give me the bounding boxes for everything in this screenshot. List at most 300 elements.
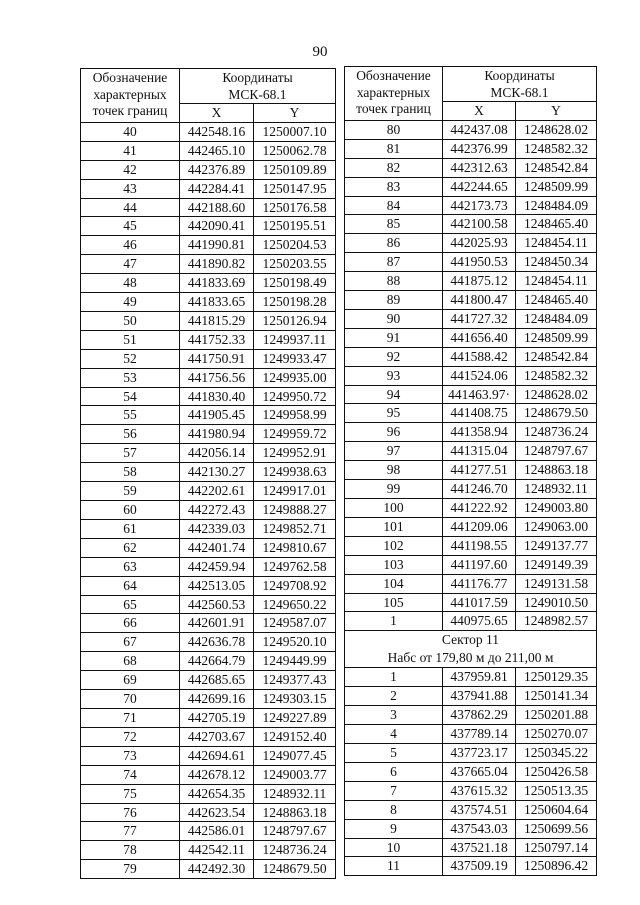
y-coordinate-cell: 1248863.18 [516,461,597,480]
table-row [81,141,336,160]
table-row [81,557,336,576]
x-coordinate-cell: 442542.11 [180,841,254,860]
table-row [81,368,336,387]
point-id-cell: 73 [81,746,180,765]
table-row [81,690,336,709]
table-row [81,236,336,255]
x-coordinate-cell: 442090.41 [180,217,254,236]
y-coordinate-cell: 1249063.00 [516,517,597,536]
x-coordinate-cell: 441656.40 [443,328,516,347]
y-coordinate-cell: 1250062.78 [254,141,336,160]
point-id-cell: 98 [345,461,443,480]
x-coordinate-cell: 441833.69 [180,274,254,293]
y-coordinate-cell: 1248679.50 [254,860,336,879]
table-row [81,406,336,425]
section-title-cell [345,631,597,668]
x-coordinate-cell: 437723.17 [443,743,516,762]
point-id-cell: 55 [81,406,180,425]
table-row [345,725,597,744]
point-id-cell: 40 [81,122,180,141]
point-id-cell: 63 [81,557,180,576]
y-coordinate-cell: 1249227.89 [254,708,336,727]
table-row [81,538,336,557]
y-coordinate-cell: 1250195.51 [254,217,336,236]
x-coordinate-cell: 442100.58 [443,215,516,234]
y-coordinate-cell: 1250345.22 [516,743,597,762]
point-id-cell: 91 [345,328,443,347]
y-coordinate-cell: 1249950.72 [254,387,336,406]
y-coordinate-cell: 1248797.67 [254,822,336,841]
y-coordinate-cell: 1249959.72 [254,425,336,444]
table-body-right-upper [345,120,597,630]
y-coordinate-cell: 1248736.24 [516,423,597,442]
point-id-cell: 11 [345,857,443,876]
point-id-cell: 6 [345,762,443,781]
table-row [345,423,597,442]
point-id-cell: 66 [81,614,180,633]
header-point-label: Обозначение характерных точек границ [345,67,443,121]
x-coordinate-cell: 441830.40 [180,387,254,406]
y-coordinate-cell: 1249152.40 [254,727,336,746]
y-coordinate-cell: 1250896.42 [516,857,597,876]
point-id-cell: 47 [81,255,180,274]
section-subtitle: Набс от 179,80 м до 211,00 м [387,650,554,666]
y-coordinate-cell: 1248454.11 [516,234,597,253]
table-row [345,480,597,499]
point-id-cell: 74 [81,765,180,784]
point-id-cell: 58 [81,463,180,482]
table-row [345,158,597,177]
table-row [345,762,597,781]
table-row [345,593,597,612]
point-id-cell: 65 [81,595,180,614]
table-row [81,576,336,595]
point-id-cell: 52 [81,349,180,368]
y-coordinate-cell: 1250203.55 [254,255,336,274]
header-x: X [180,104,254,123]
x-coordinate-cell: 441905.45 [180,406,254,425]
point-id-cell: 59 [81,482,180,501]
table-row [345,404,597,423]
y-coordinate-cell: 1249888.27 [254,501,336,520]
table-row [81,425,336,444]
x-coordinate-cell: 441524.06 [443,366,516,385]
y-coordinate-cell: 1250699.56 [516,819,597,838]
table-row [345,366,597,385]
y-coordinate-cell: 1248797.67 [516,442,597,461]
x-coordinate-cell: 437574.51 [443,800,516,819]
y-coordinate-cell: 1248509.99 [516,177,597,196]
table-row [81,330,336,349]
table-row [81,595,336,614]
x-coordinate-cell: 442272.43 [180,501,254,520]
table-row [345,272,597,291]
x-coordinate-cell: 442339.03 [180,519,254,538]
page-number: 90 [312,44,328,60]
point-id-cell: 86 [345,234,443,253]
x-coordinate-cell: 442513.05 [180,576,254,595]
table-row [81,179,336,198]
table-row [345,309,597,328]
y-coordinate-cell: 1248932.11 [516,480,597,499]
point-id-cell: 102 [345,536,443,555]
table-row [345,781,597,800]
point-id-cell: 94 [345,385,443,404]
table-row [345,743,597,762]
x-coordinate-cell: 441408.75 [443,404,516,423]
y-coordinate-cell: 1248542.84 [516,347,597,366]
x-coordinate-cell: 442284.41 [180,179,254,198]
point-id-cell: 1 [345,612,443,631]
y-coordinate-cell: 1249303.15 [254,690,336,709]
y-coordinate-cell: 1248454.11 [516,272,597,291]
y-coordinate-cell: 1249650.22 [254,595,336,614]
header-y: Y [516,102,597,121]
table-row [345,838,597,857]
table-row [81,122,336,141]
table-body-right-lower [345,668,597,876]
table-row [345,517,597,536]
point-id-cell: 61 [81,519,180,538]
table-row [345,177,597,196]
y-coordinate-cell: 1250270.07 [516,725,597,744]
y-coordinate-cell: 1248982.57 [516,612,597,631]
y-coordinate-cell: 1248736.24 [254,841,336,860]
table-row [81,349,336,368]
table-row [345,555,597,574]
x-coordinate-cell: 441875.12 [443,272,516,291]
point-id-cell: 68 [81,652,180,671]
table-row [345,499,597,518]
y-coordinate-cell: 1248863.18 [254,803,336,822]
y-coordinate-cell: 1249137.77 [516,536,597,555]
point-id-cell: 56 [81,425,180,444]
x-coordinate-cell: 442376.99 [443,139,516,158]
table-row [345,215,597,234]
point-id-cell: 96 [345,423,443,442]
y-coordinate-cell: 1248450.34 [516,253,597,272]
point-id-cell: 49 [81,293,180,312]
x-coordinate-cell: 441980.94 [180,425,254,444]
x-coordinate-cell: 442437.08 [443,120,516,139]
point-id-cell: 90 [345,309,443,328]
y-coordinate-cell: 1249952.91 [254,444,336,463]
y-coordinate-cell: 1250141.34 [516,687,597,706]
point-id-cell: 48 [81,274,180,293]
x-coordinate-cell: 442623.54 [180,803,254,822]
point-id-cell: 83 [345,177,443,196]
x-coordinate-cell: 441358.94 [443,423,516,442]
x-coordinate-cell: 442705.19 [180,708,254,727]
y-coordinate-cell: 1250126.94 [254,311,336,330]
table-row [345,442,597,461]
x-coordinate-cell: 442601.91 [180,614,254,633]
y-coordinate-cell: 1248628.02 [516,385,597,404]
point-id-cell: 10 [345,838,443,857]
y-coordinate-cell: 1249587.07 [254,614,336,633]
y-coordinate-cell: 1248509.99 [516,328,597,347]
x-coordinate-cell: 441990.81 [180,236,254,255]
point-id-cell: 67 [81,633,180,652]
x-coordinate-cell: 441752.33 [180,330,254,349]
y-coordinate-cell: 1249149.39 [516,555,597,574]
x-coordinate-cell: 441017.59 [443,593,516,612]
y-coordinate-cell: 1249917.01 [254,482,336,501]
point-id-cell: 72 [81,727,180,746]
y-coordinate-cell: 1249958.99 [254,406,336,425]
x-coordinate-cell: 441463.97· [443,385,516,404]
table-row [81,822,336,841]
y-coordinate-cell: 1249935.00 [254,368,336,387]
point-id-cell: 4 [345,725,443,744]
x-coordinate-cell: 442025.93 [443,234,516,253]
table-row [81,652,336,671]
table-row [345,706,597,725]
table-row [81,784,336,803]
point-id-cell: 8 [345,800,443,819]
x-coordinate-cell: 441197.60 [443,555,516,574]
table-row [345,687,597,706]
point-id-cell: 60 [81,501,180,520]
x-coordinate-cell: 437862.29 [443,706,516,725]
x-coordinate-cell: 442492.30 [180,860,254,879]
y-coordinate-cell: 1249131.58 [516,574,597,593]
header-coordinates: Координаты МСК-68.1 [443,67,597,102]
point-id-cell: 88 [345,272,443,291]
point-id-cell: 101 [345,517,443,536]
point-id-cell: 85 [345,215,443,234]
x-coordinate-cell: 437543.03 [443,819,516,838]
table-row [81,501,336,520]
y-coordinate-cell: 1250604.64 [516,800,597,819]
point-id-cell: 51 [81,330,180,349]
x-coordinate-cell: 441222.92 [443,499,516,518]
y-coordinate-cell: 1249449.99 [254,652,336,671]
table-row [81,198,336,217]
point-id-cell: 92 [345,347,443,366]
table-row [81,387,336,406]
section-header [345,631,597,668]
y-coordinate-cell: 1250007.10 [254,122,336,141]
x-coordinate-cell: 442376.89 [180,160,254,179]
point-id-cell: 100 [345,499,443,518]
y-coordinate-cell: 1249377.43 [254,671,336,690]
coordinates-table-right [344,66,597,876]
x-coordinate-cell: 441890.82 [180,255,254,274]
table-row [345,139,597,158]
x-coordinate-cell: 441176.77 [443,574,516,593]
point-id-cell: 75 [81,784,180,803]
point-id-cell: 105 [345,593,443,612]
table-row [345,574,597,593]
y-coordinate-cell: 1249003.80 [516,499,597,518]
y-coordinate-cell: 1250513.35 [516,781,597,800]
point-id-cell: 93 [345,366,443,385]
x-coordinate-cell: 441950.53 [443,253,516,272]
y-coordinate-cell: 1248484.09 [516,309,597,328]
y-coordinate-cell: 1249003.77 [254,765,336,784]
x-coordinate-cell: 442685.65 [180,671,254,690]
y-coordinate-cell: 1250198.49 [254,274,336,293]
point-id-cell: 97 [345,442,443,461]
x-coordinate-cell: 442459.94 [180,557,254,576]
header-coordinates: Координаты МСК-68.1 [180,69,336,104]
point-id-cell: 77 [81,822,180,841]
y-coordinate-cell: 1249810.67 [254,538,336,557]
y-coordinate-cell: 1250176.58 [254,198,336,217]
x-coordinate-cell: 441277.51 [443,461,516,480]
x-coordinate-cell: 441315.04 [443,442,516,461]
point-id-cell: 70 [81,690,180,709]
x-coordinate-cell: 442636.78 [180,633,254,652]
section-title: Сектор 11 [441,632,500,648]
x-coordinate-cell: 442056.14 [180,444,254,463]
point-id-cell: 9 [345,819,443,838]
x-coordinate-cell: 441246.70 [443,480,516,499]
table-row [345,234,597,253]
table-row [81,255,336,274]
y-coordinate-cell: 1248582.32 [516,139,597,158]
table-row [81,633,336,652]
table-row [81,860,336,879]
header-y: Y [254,104,336,123]
y-coordinate-cell: 1250147.95 [254,179,336,198]
x-coordinate-cell: 437665.04 [443,762,516,781]
table-row [345,253,597,272]
table-row [345,612,597,631]
point-id-cell: 79 [81,860,180,879]
table-body-left [81,122,336,878]
point-id-cell: 87 [345,253,443,272]
table-row [345,800,597,819]
x-coordinate-cell: 442401.74 [180,538,254,557]
y-coordinate-cell: 1250426.58 [516,762,597,781]
point-id-cell: 80 [345,120,443,139]
point-id-cell: 104 [345,574,443,593]
point-id-cell: 1 [345,668,443,687]
x-coordinate-cell: 442173.73 [443,196,516,215]
table-row [345,347,597,366]
x-coordinate-cell: 442188.60 [180,198,254,217]
y-coordinate-cell: 1250109.89 [254,160,336,179]
table-row [81,482,336,501]
point-id-cell: 5 [345,743,443,762]
table-row [345,120,597,139]
y-coordinate-cell: 1249937.11 [254,330,336,349]
point-id-cell: 99 [345,480,443,499]
table-row [345,196,597,215]
x-coordinate-cell: 442244.65 [443,177,516,196]
x-coordinate-cell: 441833.65 [180,293,254,312]
table-row [81,463,336,482]
table-row [345,328,597,347]
y-coordinate-cell: 1249762.58 [254,557,336,576]
table-row [345,385,597,404]
point-id-cell: 7 [345,781,443,800]
x-coordinate-cell: 437789.14 [443,725,516,744]
x-coordinate-cell: 442664.79 [180,652,254,671]
x-coordinate-cell: 441727.32 [443,309,516,328]
x-coordinate-cell: 442465.10 [180,141,254,160]
y-coordinate-cell: 1248679.50 [516,404,597,423]
point-id-cell: 69 [81,671,180,690]
table-row [81,274,336,293]
point-id-cell: 81 [345,139,443,158]
point-id-cell: 3 [345,706,443,725]
table-row [345,536,597,555]
x-coordinate-cell: 441588.42 [443,347,516,366]
x-coordinate-cell: 442703.67 [180,727,254,746]
x-coordinate-cell: 437941.88 [443,687,516,706]
point-id-cell: 54 [81,387,180,406]
x-coordinate-cell: 437615.32 [443,781,516,800]
x-coordinate-cell: 442202.61 [180,482,254,501]
point-id-cell: 45 [81,217,180,236]
point-id-cell: 95 [345,404,443,423]
point-id-cell: 82 [345,158,443,177]
y-coordinate-cell: 1248465.40 [516,291,597,310]
table-row [81,765,336,784]
x-coordinate-cell: 441750.91 [180,349,254,368]
table-row [81,217,336,236]
x-coordinate-cell: 442560.53 [180,595,254,614]
x-coordinate-cell: 442548.16 [180,122,254,141]
y-coordinate-cell: 1250129.35 [516,668,597,687]
x-coordinate-cell: 442694.61 [180,746,254,765]
table-row [81,311,336,330]
point-id-cell: 44 [81,198,180,217]
y-coordinate-cell: 1249938.63 [254,463,336,482]
x-coordinate-cell: 441198.55 [443,536,516,555]
point-id-cell: 103 [345,555,443,574]
point-id-cell: 42 [81,160,180,179]
table-row [81,727,336,746]
x-coordinate-cell: 441800.47 [443,291,516,310]
y-coordinate-cell: 1250201.88 [516,706,597,725]
x-coordinate-cell: 442586.01 [180,822,254,841]
table-row [345,857,597,876]
point-id-cell: 53 [81,368,180,387]
table-row [81,708,336,727]
y-coordinate-cell: 1248542.84 [516,158,597,177]
y-coordinate-cell: 1248582.32 [516,366,597,385]
table-row [345,819,597,838]
table-row [81,671,336,690]
x-coordinate-cell: 437509.19 [443,857,516,876]
y-coordinate-cell: 1249708.92 [254,576,336,595]
x-coordinate-cell: 442678.12 [180,765,254,784]
table-row [81,444,336,463]
point-id-cell: 2 [345,687,443,706]
y-coordinate-cell: 1249852.71 [254,519,336,538]
x-coordinate-cell: 442130.27 [180,463,254,482]
point-id-cell: 76 [81,803,180,822]
table-row [81,803,336,822]
point-id-cell: 50 [81,311,180,330]
y-coordinate-cell: 1249933.47 [254,349,336,368]
y-coordinate-cell: 1248628.02 [516,120,597,139]
table-row [81,160,336,179]
table-row [81,614,336,633]
point-id-cell: 46 [81,236,180,255]
table-row [345,291,597,310]
x-coordinate-cell: 442654.35 [180,784,254,803]
table-row [81,841,336,860]
point-id-cell: 43 [81,179,180,198]
x-coordinate-cell: 441209.06 [443,517,516,536]
x-coordinate-cell: 437959.81 [443,668,516,687]
point-id-cell: 41 [81,141,180,160]
